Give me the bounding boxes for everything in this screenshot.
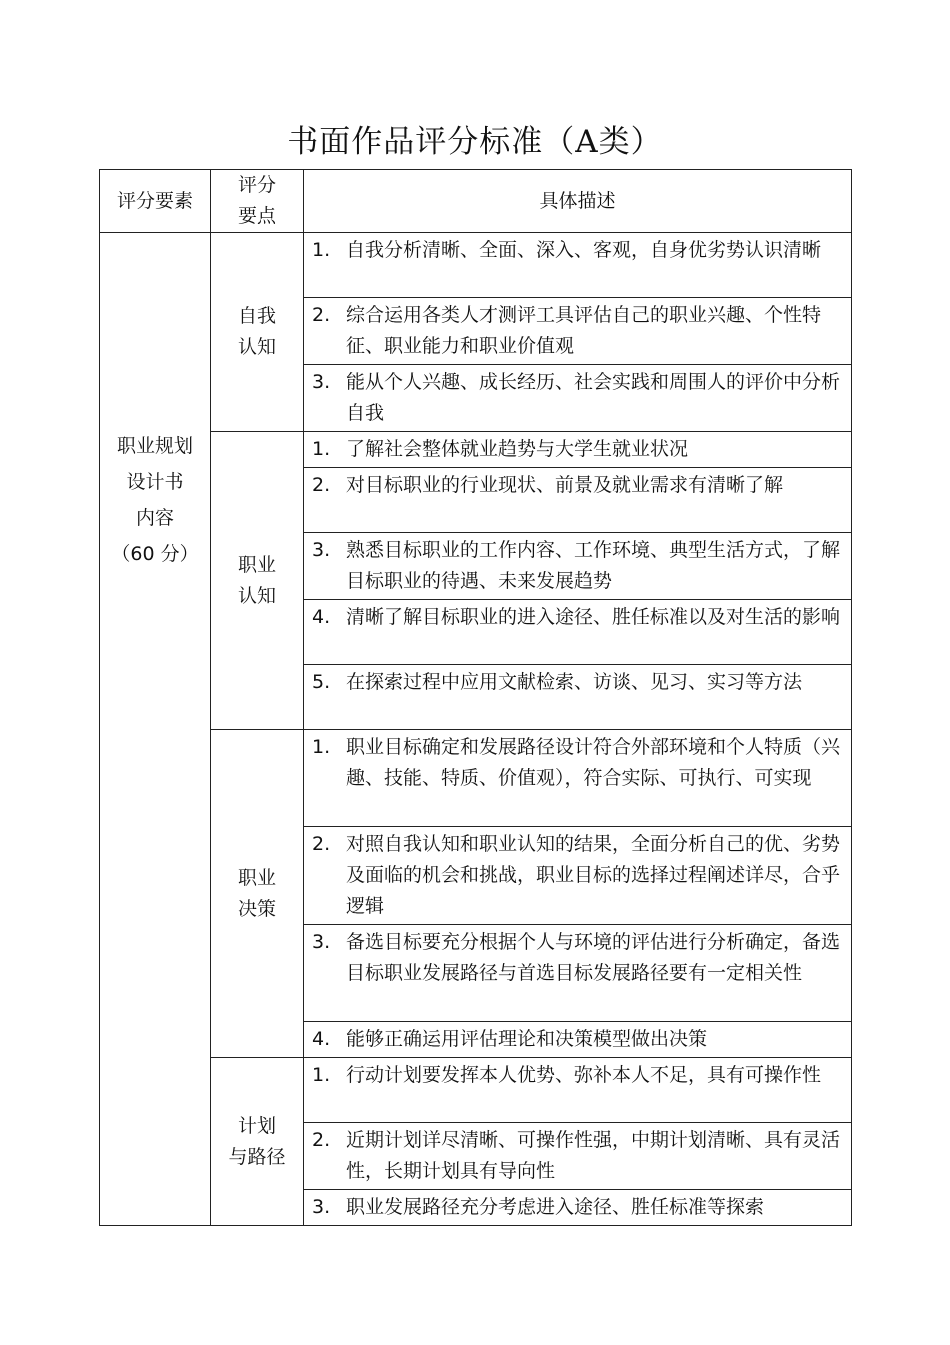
item-text: 清晰了解目标职业的进入途径、胜任标准以及对生活的影响: [346, 606, 841, 628]
item-number: 3.: [312, 539, 331, 561]
item-number: 4.: [312, 606, 331, 628]
page-title: 书面作品评分标准（A类）: [287, 124, 663, 160]
header-factor: 评分要素: [100, 170, 211, 233]
point-self-awareness: [211, 233, 304, 432]
item-number: 3.: [312, 931, 331, 953]
table-row: [100, 730, 852, 827]
item-number: 2.: [312, 1129, 331, 1151]
point-label-line2: 认知: [237, 584, 276, 607]
factor-line1: 职业规划: [116, 435, 193, 457]
item-number: 1.: [312, 239, 331, 261]
item-text: 能从个人兴趣、成长经历、社会实践和周围人的评价中分析自我: [346, 371, 841, 424]
item-number: 1.: [312, 438, 331, 460]
description-cell: [304, 365, 852, 432]
item-text: 对照自我认知和职业认知的结果，全面分析自己的优、劣势及面临的机会和挑战，职业目标的选择过程阐述详尽，合乎逻辑: [346, 833, 841, 917]
item-text: 熟悉目标职业的工作内容、工作环境、典型生活方式，了解目标职业的待遇、未来发展趋势: [346, 539, 841, 592]
point-label-line2: 认知: [237, 336, 276, 358]
item-number: 1.: [312, 736, 331, 758]
table-row: [100, 432, 852, 468]
point-label-line1: 职业: [237, 866, 276, 889]
description-cell: [304, 1123, 852, 1190]
header-point-line2: 要点: [237, 205, 276, 227]
scoring-table: [99, 169, 852, 1226]
description-cell: [304, 730, 852, 827]
item-text: 自我分析清晰、全面、深入、客观，自身优劣势认识清晰: [346, 239, 822, 261]
point-label-line2: 与路径: [228, 1145, 286, 1168]
item-text: 在探索过程中应用文献检索、访谈、见习、实习等方法: [346, 671, 803, 693]
item-number: 3.: [312, 371, 331, 393]
item-text: 对目标职业的行业现状、前景及就业需求有清晰了解: [346, 474, 784, 496]
description-cell: [304, 1190, 852, 1226]
description-cell: [304, 925, 852, 1022]
header-description: 具体描述: [304, 170, 852, 233]
factor-line3: 内容: [135, 507, 174, 529]
item-text: 职业目标确定和发展路径设计符合外部环境和个人特质（兴趣、技能、特质、价值观），符合实际、可执行、可实现: [346, 736, 841, 789]
item-number: 5.: [312, 671, 331, 693]
factor-cell: [100, 233, 211, 1226]
item-number: 3.: [312, 1196, 331, 1218]
item-number: 2.: [312, 833, 331, 855]
item-number: 2.: [312, 304, 331, 326]
description-cell: [304, 665, 852, 730]
point-label-line1: 自我: [237, 305, 276, 327]
table-header-row: [100, 170, 852, 233]
item-text: 行动计划要发挥本人优势、弥补本人不足，具有可操作性: [346, 1064, 822, 1086]
description-cell: [304, 533, 852, 600]
point-label-line2: 决策: [237, 897, 276, 920]
point-career-awareness: [211, 432, 304, 730]
item-text: 职业发展路径充分考虑进入途径、胜任标准等探索: [346, 1196, 765, 1218]
item-text: 综合运用各类人才测评工具评估自己的职业兴趣、个性特征、职业能力和职业价值观: [346, 304, 822, 357]
item-number: 4.: [312, 1028, 331, 1050]
description-cell: [304, 1058, 852, 1123]
description-cell: [304, 298, 852, 365]
factor-line4: （60 分）: [111, 543, 199, 565]
point-label-line1: 职业: [237, 553, 276, 576]
item-text: 能够正确运用评估理论和决策模型做出决策: [346, 1028, 708, 1050]
item-number: 2.: [312, 474, 331, 496]
description-cell: [304, 468, 852, 533]
description-cell: [304, 600, 852, 665]
item-number: 1.: [312, 1064, 331, 1086]
description-cell: [304, 233, 852, 298]
point-label-line1: 计划: [237, 1114, 276, 1137]
item-text: 备选目标要充分根据个人与环境的评估进行分析确定，备选目标职业发展路径与首选目标发展路径要有一定相关性: [346, 931, 841, 984]
description-cell: [304, 827, 852, 925]
factor-line2: 设计书: [126, 471, 184, 493]
item-text: 近期计划详尽清晰、可操作性强，中期计划清晰、具有灵活性，长期计划具有导向性: [346, 1129, 841, 1182]
header-point: [211, 170, 304, 233]
description-cell: [304, 1022, 852, 1058]
description-cell: [304, 432, 852, 468]
item-text: 了解社会整体就业趋势与大学生就业状况: [346, 438, 689, 460]
table-row: [100, 1058, 852, 1123]
table-row: [100, 233, 852, 298]
header-point-line1: 评分: [237, 174, 276, 196]
point-plan-path: [211, 1058, 304, 1226]
point-career-decision: [211, 730, 304, 1058]
